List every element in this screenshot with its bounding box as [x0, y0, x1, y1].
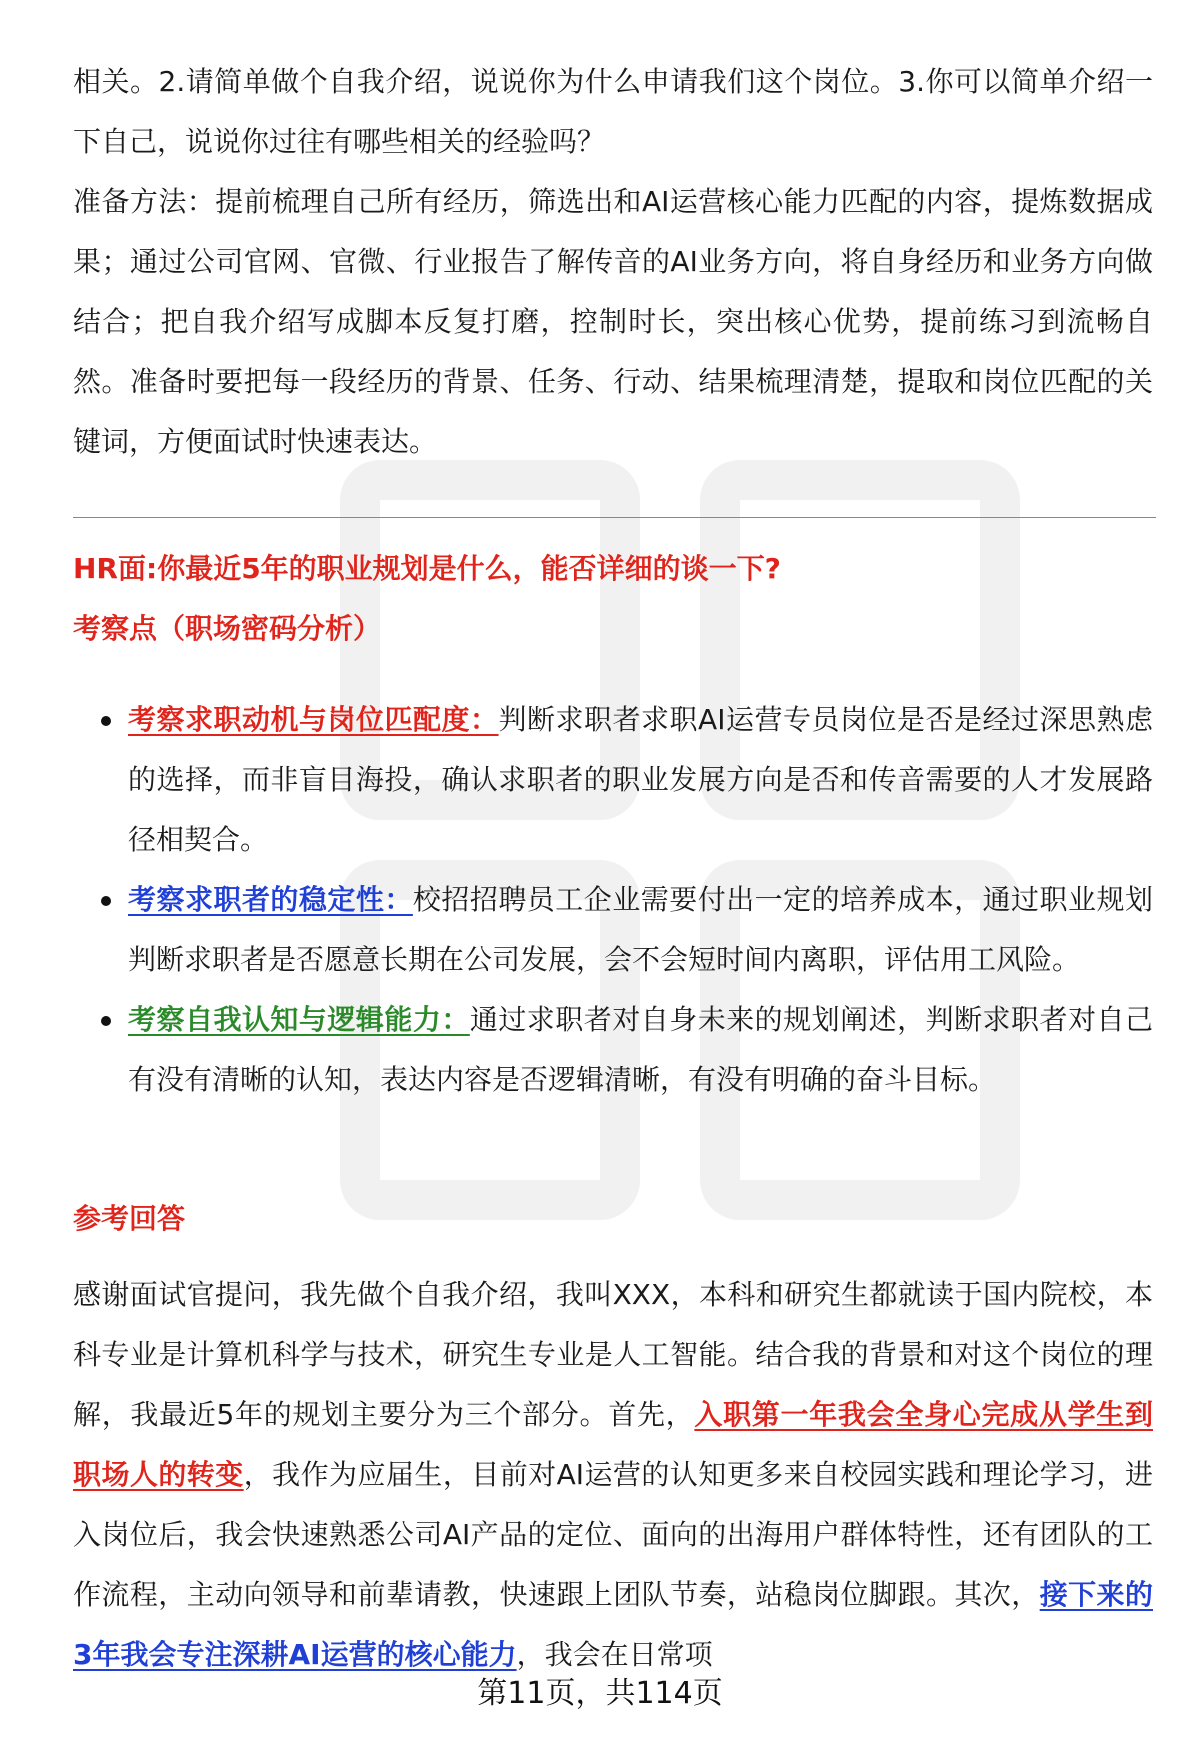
bullet-icon	[101, 896, 111, 906]
intro-text: 相关。2.请简单做个自我介绍，说说你为什么申请我们这个岗位。3.你可以简单介绍一下自己，说说你过往有哪些相关的经验吗？	[73, 65, 1153, 158]
answer-part: ，我会在日常项	[516, 1638, 713, 1671]
page-number: 第11页，共114页	[477, 1676, 723, 1711]
list-item	[73, 690, 1153, 870]
answer-highlight: 接下来的3年我会专注深耕AI运营的核心能力	[73, 1578, 1153, 1671]
list-item	[73, 990, 1153, 1110]
bullet-icon	[101, 1016, 111, 1026]
hr-question: HR面:你最近5年的职业规划是什么，能否详细的谈一下?	[73, 552, 781, 585]
analysis-title: 考察点（职场密码分析）	[73, 612, 382, 645]
answer-part: ，我作为应届生，目前对AI运营的认知更多来自校园实践和理论学习，进入岗位后，我会快速熟悉公司AI产品的定位、面向的出海用户群体特性，还有团队的工作流程，主动向领导和前辈请教，快速跟上团队节奏，站稳岗位脚跟。其次，	[73, 1458, 1153, 1611]
bullet-text: 判断求职者求职AI运营专员岗位是否是经过深思熟虑的选择，而非盲目海投，确认求职者的职业发展方向是否和传音需要的人才发展路径相契合。	[128, 703, 1153, 856]
list-item	[73, 870, 1153, 990]
answer-text	[73, 1265, 1153, 1685]
bullet-icon	[101, 716, 111, 726]
prep-text: 准备方法：提前梳理自己所有经历，筛选出和AI运营核心能力匹配的内容，提炼数据成果；通过公司官网、官微、行业报告了解传音的AI业务方向，将自身经历和业务方向做结合；把自我介绍写成脚本反复打磨，控制时长，突出核心优势，提前练习到流畅自然。准备时要把每一段经历的背景、任务、行动、结果梳理清楚，提取和岗位匹配的关键词，方便面试时快速表达。	[73, 185, 1153, 458]
intro-section	[73, 52, 1153, 472]
answer-part: 感谢面试官提问，我先做个自我介绍，我叫XXX，本科和研究生都就读于国内院校，本科专业是计算机科学与技术，研究生专业是人工智能。结合我的背景和对这个岗位的理解，我最近5年的规划主要分为三个部分。首先，	[73, 1278, 1153, 1431]
bullet-text: 通过求职者对自身未来的规划阐述，判断求职者对自己有没有清晰的认知，表达内容是否逻辑清晰，有没有明确的奋斗目标。	[128, 1003, 1153, 1096]
answer-title: 参考回答	[73, 1202, 186, 1235]
analysis-list	[73, 690, 1153, 1110]
section-divider	[73, 517, 1156, 518]
bullet-keyword: 考察求职动机与岗位匹配度：	[128, 703, 499, 736]
bullet-keyword: 考察自我认知与逻辑能力：	[128, 1003, 470, 1036]
bullet-keyword: 考察求职者的稳定性：	[128, 883, 413, 916]
answer-section	[73, 1265, 1153, 1685]
bullet-text: 校招招聘员工企业需要付出一定的培养成本，通过职业规划判断求职者是否愿意长期在公司发展，会不会短时间内离职，评估用工风险。	[128, 883, 1153, 976]
answer-highlight: 入职第一年我会全身心完成从学生到职场人的转变	[73, 1398, 1153, 1491]
